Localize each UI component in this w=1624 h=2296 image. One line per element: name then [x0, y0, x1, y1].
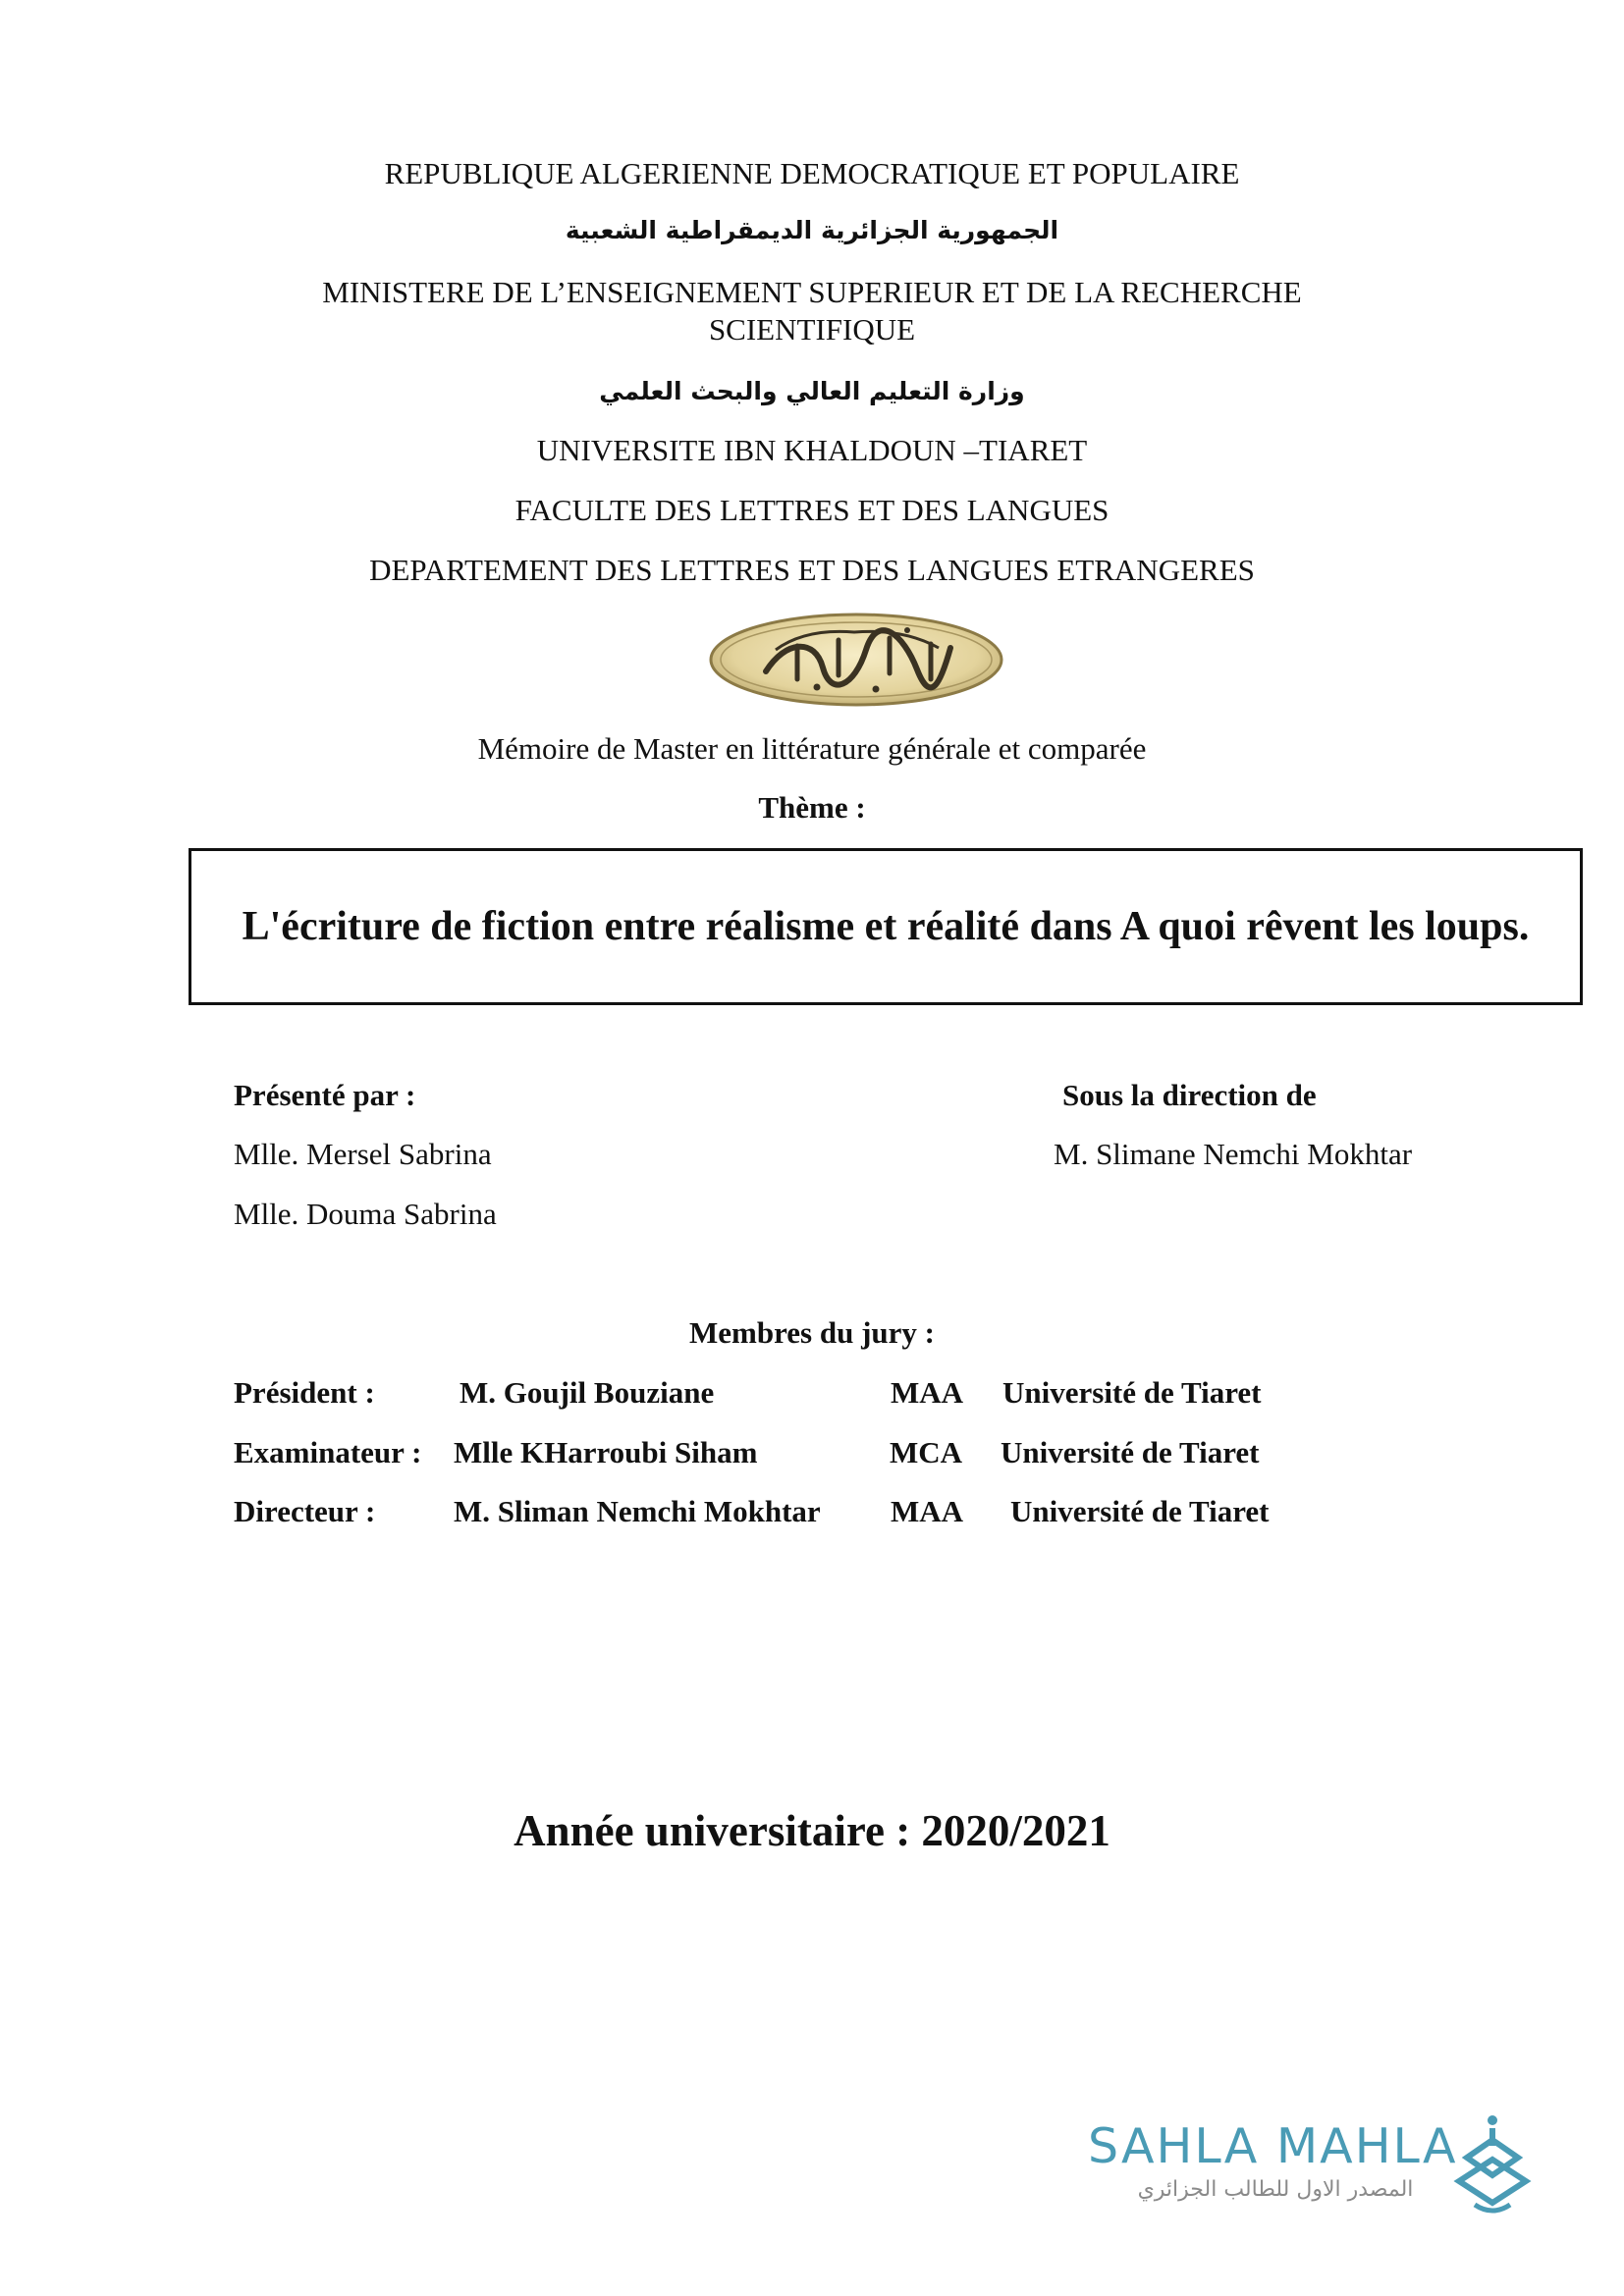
supervisor-label: Sous la direction de — [1062, 1078, 1317, 1112]
sahla-mahla-logo-icon — [1453, 2110, 1532, 2218]
thesis-title: L'écriture de fiction entre réalisme et réalité dans A quoi rêvent les loups. — [242, 904, 1530, 949]
jury-grade-president: MAA — [891, 1375, 964, 1410]
ministry-arabic: وزارة التعليم العالي والبحث العلمي — [599, 377, 1025, 405]
theme-label: Thème : — [758, 790, 866, 825]
jury-name-examiner: Mlle KHarroubi Siham — [454, 1435, 758, 1469]
thesis-title-box — [189, 848, 1583, 1005]
republic-arabic: الجمهورية الجزائرية الديمقراطية الشعبية — [565, 216, 1059, 244]
jury-grade-director: MAA — [891, 1494, 964, 1528]
sahla-mahla-brand: SAHLA MAHLA — [1088, 2118, 1458, 2174]
sahla-mahla-tagline: المصدر الاول للطالب الجزائري — [1137, 2177, 1414, 2202]
thesis-subtitle: Mémoire de Master en littérature générale et comparée — [477, 731, 1147, 766]
jury-grade-examiner: MCA — [890, 1435, 963, 1469]
author-name-1: Mlle. Mersel Sabrina — [234, 1137, 492, 1171]
jury-institution-director: Université de Tiaret — [1010, 1494, 1270, 1528]
jury-institution-examiner: Université de Tiaret — [1001, 1435, 1260, 1469]
academic-year: Année universitaire : 2020/2021 — [514, 1806, 1110, 1855]
jury-name-director: M. Sliman Nemchi Mokhtar — [454, 1494, 821, 1528]
jury-role-director: Directeur : — [234, 1494, 376, 1528]
supervisor-name: M. Slimane Nemchi Mokhtar — [1054, 1137, 1413, 1171]
jury-name-president: M. Goujil Bouziane — [460, 1375, 715, 1410]
faculty-name: FACULTE DES LETTRES ET DES LANGUES — [514, 493, 1110, 527]
jury-role-president: Président : — [234, 1375, 375, 1410]
jury-label: Membres du jury : — [689, 1315, 935, 1350]
university-calligraphy-logo-icon — [707, 611, 1005, 709]
university-name: UNIVERSITE IBN KHALDOUN –TIARET — [536, 433, 1088, 467]
ministry-french: MINISTERE DE L’ENSEIGNEMENT SUPERIEUR ET DE LA RECHERCHE SCIENTIFIQUE — [322, 275, 1302, 347]
presented-by-label: Présenté par : — [234, 1078, 416, 1112]
author-name-2: Mlle. Douma Sabrina — [234, 1197, 497, 1231]
department-name: DEPARTEMENT DES LETTRES ET DES LANGUES ETRANGERES — [369, 553, 1255, 587]
republic-french: REPUBLIQUE ALGERIENNE DEMOCRATIQUE ET POPULAIRE — [384, 156, 1240, 190]
sahla-mahla-watermark — [1080, 2110, 1532, 2218]
jury-role-examiner: Examinateur : — [234, 1435, 422, 1469]
jury-institution-president: Université de Tiaret — [1002, 1375, 1262, 1410]
